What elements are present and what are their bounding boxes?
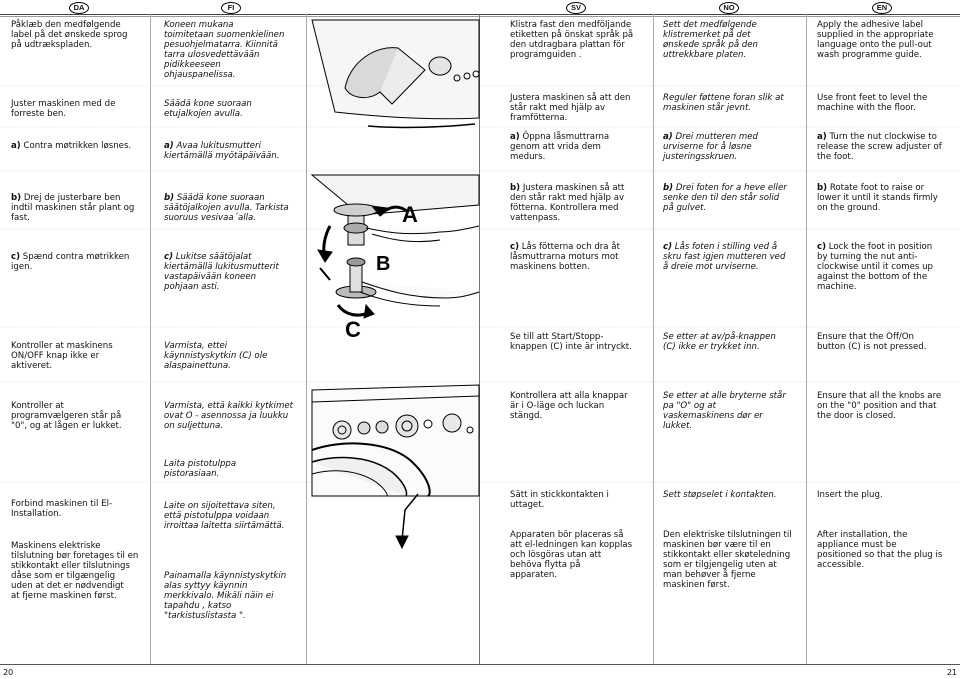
washing-machine-illustration xyxy=(312,385,479,548)
no-onoff-check: Se etter at av/på-knappen (C) ikke er trykket inn. xyxy=(663,332,776,352)
control-panel-illustration xyxy=(312,20,479,127)
sv-step-c: c) Lås fötterna och dra åt låsmuttrarna moturs mot maskinens botten. xyxy=(510,242,620,272)
da-label-instruction: Påklæb den medfølgende label på det ønskede sprog på udtrækspladen. xyxy=(11,20,128,50)
en-step-c: c) Lock the foot in position by turning the nut anti- clockwise until it comes up against the bottom of the machine. xyxy=(817,242,933,292)
step-prefix: c) xyxy=(510,242,520,252)
en-step-b: b) Rotate foot to raise or lower it until it stands firmly on the ground. xyxy=(817,183,938,213)
da-onoff-check: Kontroller at maskinens ON/OFF knap ikke er aktiveret. xyxy=(11,341,113,371)
page-number-left: 20 xyxy=(3,668,14,677)
sv-plug-instruction: Sätt in stickkontakten i uttaget. xyxy=(510,490,609,510)
no-electrical-note: Den elektriske tilslutningen til maskinen bør være til en stikkontakt eller skøteledning som er tilgjengelig uten at man behøver å fjerne maskinen først. xyxy=(663,530,792,590)
foot-adjustment-illustration xyxy=(312,175,479,318)
no-step-a: a) Drei mutteren med urviserne for å løsne justeringsskruen. xyxy=(663,132,758,162)
da-knob-check: Kontroller at programvælgeren står på "0", og at lågen er lukket. xyxy=(11,401,122,431)
fi-onoff-check: Varmista, ettei käynnistyskytkin (C) ole alaspainettuna. xyxy=(164,341,268,371)
fi-step-a: a) Avaa lukitusmutteri kiertämällä myötäpäivään. xyxy=(164,141,280,161)
no-level-instruction: Reguler føttene foran slik at maskinen står jevnt. xyxy=(663,93,784,113)
step-prefix: a) xyxy=(663,132,673,142)
step-prefix: a) xyxy=(510,132,520,142)
fi-label-instruction: Koneen mukana toimitetaan suomenkielinen pesuohjelmatarra. Kiinnitä tarra ulosvedettävään pidikkeeseen ohjauspanelissa. xyxy=(164,20,285,80)
sv-label-instruction: Klistra fast den medföljande etiketten på önskat språk på den utdragbara plattan för programguiden . xyxy=(510,20,634,60)
en-plug-instruction: Insert the plug. xyxy=(817,490,883,500)
da-step-a: a) Contra møtrikken løsnes. xyxy=(11,141,132,151)
fi-placement-note: Laite on sijoitettava siten, että pistotulppa voidaan irroittaa laitetta siirtämättä. xyxy=(164,501,285,531)
step-prefix: c) xyxy=(11,252,21,262)
fi-step-c: c) Lukitse säätöjalat kiertämällä lukitusmutterit vastapäivään koneen pohjaan asti. xyxy=(164,252,279,292)
lang-badge-da: DA xyxy=(69,2,89,14)
step-prefix: c) xyxy=(817,242,827,252)
da-plug-instruction: Forbind maskinen til El- Installation. xyxy=(11,499,113,519)
step-prefix: c) xyxy=(663,242,673,252)
lang-badge-sv: SV xyxy=(566,2,586,14)
en-step-a: a) Turn the nut clockwise to release the screw adjuster of the foot. xyxy=(817,132,942,162)
sv-electrical-note: Apparaten bör placeras så att el-ledningen kan kopplas och lösgöras utan att behöva flytta på apparaten. xyxy=(510,530,633,580)
no-plug-instruction: Sett støpselet i kontakten. xyxy=(663,490,777,500)
fi-level-instruction: Säädä kone suoraan etujalkojen avulla. xyxy=(164,99,252,119)
figure-label-a: A xyxy=(402,202,418,227)
sv-onoff-check: Se till att Start/Stopp- knappen (C) inte är intryckt. xyxy=(510,332,632,352)
en-level-instruction: Use front feet to level the machine with the floor. xyxy=(817,93,928,113)
page-number-right: 21 xyxy=(946,668,957,677)
lang-badge-fi: FI xyxy=(221,2,241,14)
en-knob-check: Ensure that all the knobs are on the "0" position and that the door is closed. xyxy=(817,391,942,421)
sv-knob-check: Kontrollera att alla knappar är i O-läge och luckan stängd. xyxy=(510,391,628,421)
fi-step-b: b) Säädä kone suoraan säätöjalkojen avulla. Tarkista suoruus vesivaa´alla. xyxy=(164,193,289,223)
da-step-c: c) Spænd contra møtrikken igen. xyxy=(11,252,130,272)
step-prefix: b) xyxy=(663,183,674,193)
sv-level-instruction: Justera maskinen så att den står rakt med hjälp av framfötterna. xyxy=(510,93,631,123)
figure-label-c: C xyxy=(345,317,361,342)
en-onoff-check: Ensure that the Off/On button (C) is not pressed. xyxy=(817,332,927,352)
no-knob-check: Se etter at alle bryterne står pa "O" og at vaskemaskinens dør er lukket. xyxy=(663,391,786,431)
step-prefix: a) xyxy=(817,132,827,142)
en-electrical-note: After installation, the appliance must be positioned so that the plug is accessible. xyxy=(817,530,943,570)
sv-step-b: b) Justera maskinen så att den står rakt med hjälp av fötterna. Kontrollera med vattenpass. xyxy=(510,183,625,223)
step-prefix: a) xyxy=(11,141,21,151)
sv-step-a: a) Öppna låsmuttrarna genom att vrida dem medurs. xyxy=(510,132,610,162)
step-prefix: b) xyxy=(817,183,828,193)
lang-badge-no: NO xyxy=(719,2,739,14)
da-level-instruction: Juster maskinen med de forreste ben. xyxy=(11,99,116,119)
no-step-c: c) Lås foten i stilling ved å skru fast igjen mutteren ved å dreie mot urviserne. xyxy=(663,242,786,272)
step-prefix: b) xyxy=(510,183,521,193)
fi-start-note: Painamalla käynnistyskytkin alas syttyy käynnin merkkivalo. Mikäli näin ei tapahdu , katso "tarkistuslistasta ". xyxy=(164,571,287,621)
step-prefix: c) xyxy=(164,252,174,262)
fi-plug-instruction: Laita pistotulppa pistorasiaan. xyxy=(164,459,237,479)
no-step-b: b) Drei foten for a heve eller senke den til den står solid på gulvet. xyxy=(663,183,787,213)
step-prefix: b) xyxy=(164,193,175,203)
lang-badge-en: EN xyxy=(872,2,892,14)
no-label-instruction: Sett det medfølgende klistremerket på det ønskede språk på den uttrekkbare platen. xyxy=(663,20,759,60)
step-prefix: a) xyxy=(164,141,174,151)
da-electrical-note: Maskinens elektriske tilslutning bør foretages til en stikkontakt eller tilslutnings dåse som er tilgængelig uden at det er nødvendigt at fjerne maskinen først. xyxy=(11,541,139,601)
step-prefix: b) xyxy=(11,193,22,203)
fi-knob-check: Varmista, että kaikki kytkimet ovat O - asennossa ja luukku on suljettuna. xyxy=(164,401,294,431)
en-label-instruction: Apply the adhesive label supplied in the appropriate language onto the pull-out wash programme guide. xyxy=(817,20,934,60)
figure-label-b: B xyxy=(376,253,391,275)
da-step-b: b) Drej de justerbare ben indtil maskinen står plant og fast. xyxy=(11,193,135,223)
